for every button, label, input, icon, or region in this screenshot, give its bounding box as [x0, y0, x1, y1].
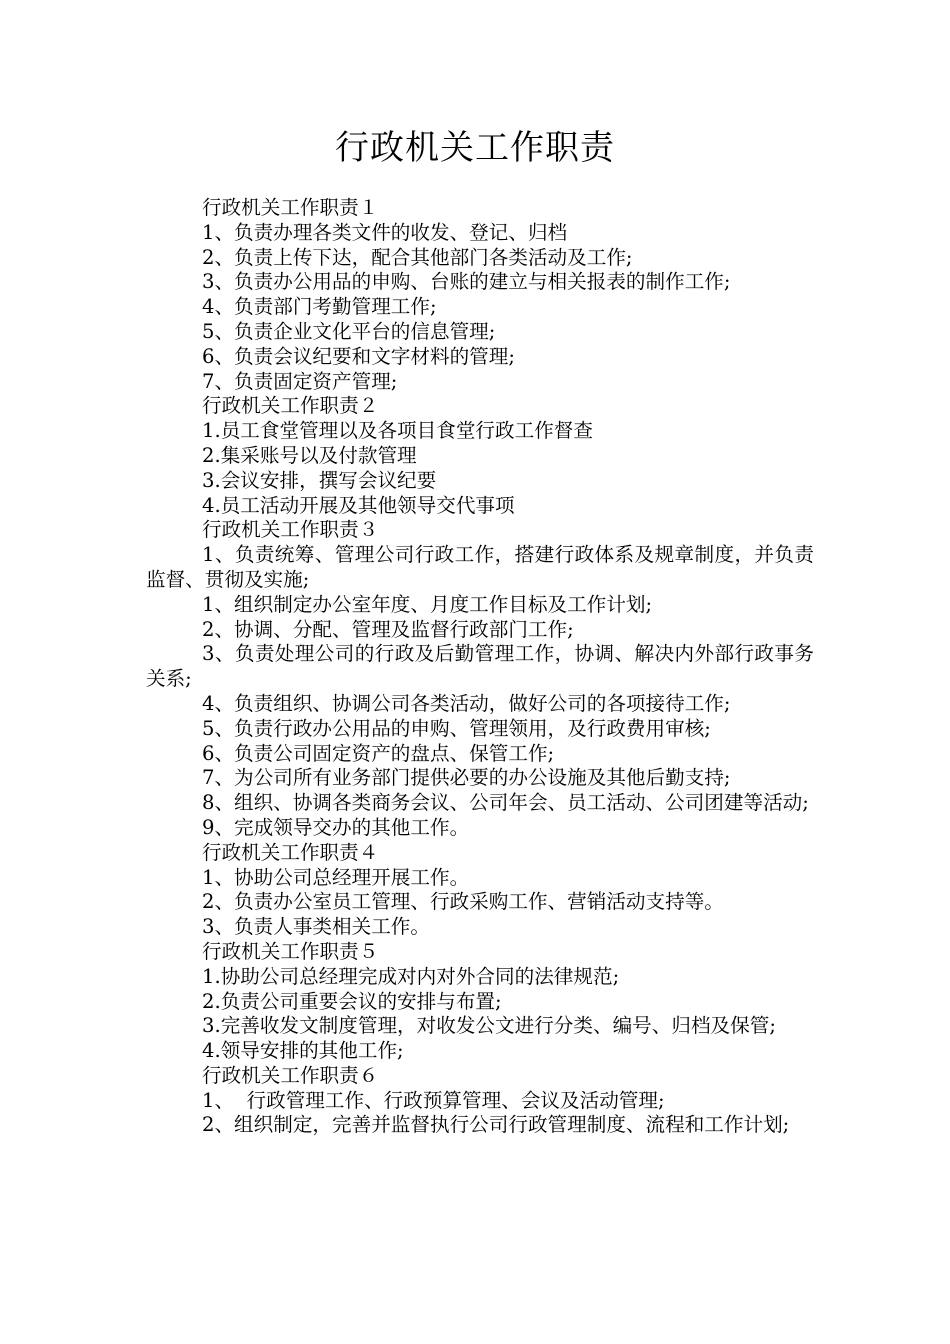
duty-item: 7、为公司所有业务部门提供必要的办公设施及其他后勤支持; [202, 766, 731, 790]
duty-item: 1.员工食堂管理以及各项目食堂行政工作督查 [202, 419, 593, 443]
section-heading: 行政机关工作职责１ [202, 196, 379, 219]
duty-item: 2、负责上传下达，配合其他部门各类活动及工作; [202, 245, 633, 269]
duty-item: 1、协助公司总经理开展工作。 [202, 865, 470, 889]
duty-item: 2.负责公司重要会议的安排与布置; [202, 989, 502, 1013]
duty-item: 3.完善收发文制度管理，对收发公文进行分类、编号、归档及保管; [202, 1014, 776, 1038]
duty-item: 3、负责处理公司的行政及后勤管理工作，协调、解决内外部行政事务关系; [146, 642, 814, 691]
document-title: 行政机关工作职责 [335, 128, 615, 168]
duty-item: 6、负责会议纪要和文字材料的管理; [202, 344, 515, 368]
duty-item: 2、组织制定，完善并监督执行公司行政管理制度、流程和工作计划; [202, 1113, 790, 1137]
duty-item: 1、负责办理各类文件的收发、登记、归档 [202, 220, 568, 244]
duty-item: 3、负责人事类相关工作。 [202, 915, 430, 939]
duty-item: 5、负责行政办公用品的申购、管理领用，及行政费用审核; [202, 716, 711, 740]
duty-item: 2.集采账号以及付款管理 [202, 443, 417, 467]
duty-item: 1、负责统筹、管理公司行政工作，搭建行政体系及规章制度，并负责监督、贯彻及实施; [146, 543, 814, 591]
duty-item: 1.协助公司总经理完成对内对外合同的法律规范; [202, 964, 620, 988]
duty-item: 2、负责办公室员工管理、行政采购工作、营销活动支持等。 [202, 890, 724, 914]
duty-item: 4、负责部门考勤管理工作; [202, 295, 437, 319]
duty-item: 3.会议安排，撰写会议纪要 [202, 468, 437, 492]
duty-item: 3、负责办公用品的申购、台账的建立与相关报表的制作工作; [202, 270, 731, 294]
duty-item: 4.员工活动开展及其他领导交代事项 [202, 493, 515, 517]
duty-item: 7、负责固定资产管理; [202, 369, 398, 393]
section-heading: 行政机关工作职责２ [202, 394, 379, 418]
duty-item: 1、 行政管理工作、行政预算管理、会议及活动管理; [202, 1088, 665, 1112]
section-heading: 行政机关工作职责３ [202, 518, 379, 542]
section-heading: 行政机关工作职责４ [202, 840, 379, 864]
duty-item: 2、协调、分配、管理及监督行政部门工作; [202, 617, 574, 641]
duty-item: 5、负责企业文化平台的信息管理; [202, 319, 496, 343]
section-heading: 行政机关工作职责６ [202, 1063, 379, 1087]
duty-item: 1、组织制定办公室年度、月度工作目标及工作计划; [202, 592, 653, 616]
duty-item: 6、负责公司固定资产的盘点、保管工作; [202, 741, 555, 765]
document-body [146, 196, 814, 1138]
duty-item: 9、完成领导交办的其他工作。 [202, 815, 470, 839]
duty-item: 4.领导安排的其他工作; [202, 1039, 404, 1063]
duty-item: 4、负责组织、协调公司各类活动，做好公司的各项接待工作; [202, 691, 731, 715]
duty-item: 8、组织、协调各类商务会议、公司年会、员工活动、公司团建等活动; [202, 791, 809, 815]
section-heading: 行政机关工作职责５ [202, 939, 379, 963]
